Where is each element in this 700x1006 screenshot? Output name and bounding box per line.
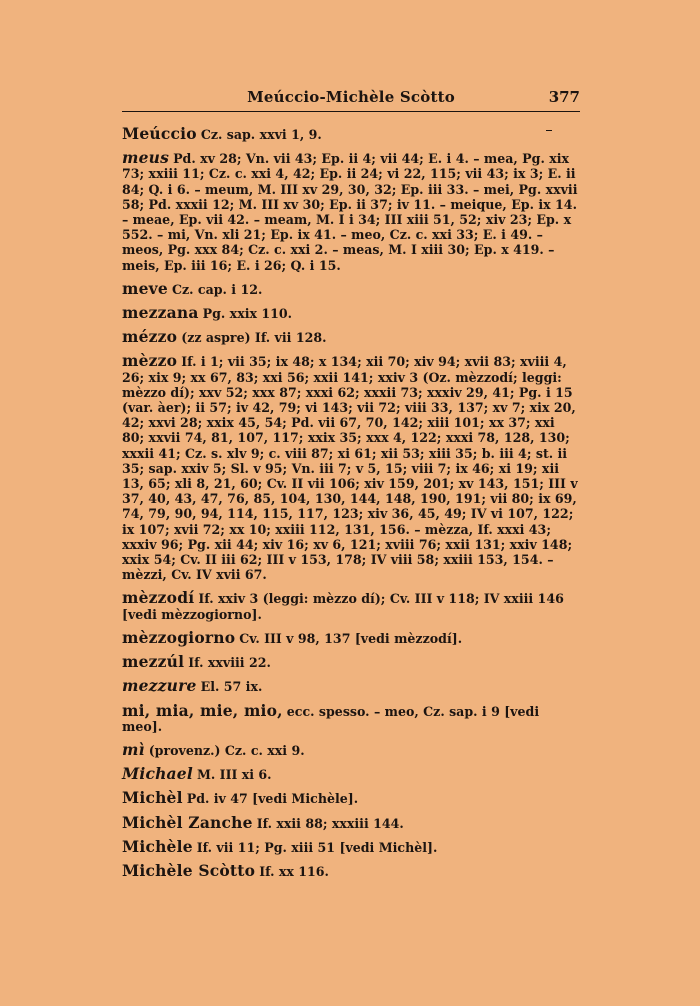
entry-text: M. III xi 6. bbox=[196, 767, 272, 783]
entry-text: If. i 1; vii 35; ix 48; x 134; xii 70; xiv 94; xvii 83; xviii 4, 26; xix 9; xx 67, 83; xxi 56; xxii 141; xxiv 3 (Oz. mèzzodí; leggi: mèzzo dí); xxv 52; xxx 87; xxxi 62; xxxii 73; xxxiv 29, 41; Pg. i 15 (var. àer); ii 57; iv 42, 79; vi 143; vii 72; viii 33, 137; xv 7; xix 20, 42; xxvi 28; xxix 45, 54; Pd. vii 67, 70, 142; xiii 101; xx 37; xxi 80; xxvii 74, 81, 107, 117; xxix 35; xxx 4, 122; xxxi 78, 128, 130; xxxii 41; Cz. s. xlv 9; c. viii 87; xi 61; xii 53; xiii 35; b. iii 4; st. ii 35; sap. xxiv 5; Sl. v 95; Vn. iii 7; v 5, 15; viii 7; ix 46; xi 19; xii 13, 65; xli 8, 21, 60; Cv. II vii 106; xiv 159, 201; xv 143, 151; III v 37, 40, 43, 47, 76, 85, 104, 130, 144, 148, 190, 191; vii 80; ix 69, 74, 79, 90, 94, 114, 115, 117, 123; xiv 36, 45, 49; IV vi 107, 122; ix 107; xvii 72; xx 10; xxiii 112, 131, 156. – mèzza, If. xxxi 43; xxxiv 96; Pg. xii 44; xiv 16; xv 6, 121; xviii 76; xxii 131; xxiv 148; xxix 54; Cv. II iii 62; III v 153, 178; IV viii 58; xxiii 153, 154. – mèzzi, Cv. IV xvii 67. bbox=[122, 354, 578, 583]
headword: mezzure bbox=[122, 676, 197, 696]
entry-text: (provenz.) Cz. c. xxi 9. bbox=[148, 742, 305, 758]
entry-text: ecc. spesso. – meo, Cz. sap. i 9 [vedi meo]. bbox=[122, 703, 540, 734]
page-number: 377 bbox=[548, 88, 580, 106]
headword: Meúccio bbox=[122, 124, 197, 143]
entry-mezzo-aspre bbox=[122, 329, 580, 345]
entry-meve bbox=[122, 278, 580, 298]
entry-michel bbox=[122, 790, 580, 806]
headword: mezzana bbox=[122, 303, 199, 323]
entry-michel-zanche bbox=[122, 812, 580, 832]
entry-text: Pd. xv 28; Vn. vii 43; Ep. ii 4; vii 44; E. i 4. – mea, Pg. xix 73; xxiii 11; Cz. c. xxi 4, 42; Ep. ii 24; vi 22, 115; vii 43; ix 3; E. ii 84; Q. i 6. – meum, M. III xv 29, 30, 32; Ep. iii 33. – mei, Pg. xxvii 58; Pd. xxxii 12; M. III xv 30; Ep. ii 37; iv 11. – meique, Ep. ix 14. – meae, Ep. vii 42. – meam, M. I i 34; III xiii 51, 52; xiv 23; Ep. x 552. – mi, Vn. xli 21; Ep. ix 41. – meo, Cz. c. xxi 33; E. i 49. – meos, Pg. xxx 84; Cz. c. xxi 2. – meas, M. I xiii 30; Ep. x 419. – meis, Ep. iii 16; E. i 26; Q. i 15. bbox=[122, 151, 578, 273]
entry-michele bbox=[122, 836, 580, 856]
entry-meus bbox=[122, 150, 580, 273]
entry-mezzure bbox=[122, 678, 580, 694]
header-rule bbox=[122, 111, 580, 112]
headword: Michael bbox=[122, 764, 193, 784]
entry-mezzul bbox=[122, 654, 580, 670]
entry-text: If. vii 11; Pg. xiii 51 [vedi Michèl]. bbox=[196, 839, 438, 855]
entry-meuccio bbox=[122, 126, 580, 142]
entry-text: El. 57 ix. bbox=[200, 679, 263, 695]
headword: mì bbox=[122, 739, 145, 759]
headword: mèzzodí bbox=[122, 588, 195, 608]
entry-text: Pg. xxix 110. bbox=[202, 306, 293, 322]
entry-mi-mia bbox=[122, 700, 580, 734]
entry-text: Cz. sap. xxvi 1, 9. bbox=[200, 127, 322, 142]
entry-mezzo bbox=[122, 353, 580, 582]
entry-text: If. xxviii 22. bbox=[188, 655, 271, 671]
entry-text: Pd. iv 47 [vedi Michèle]. bbox=[186, 791, 359, 807]
headword: Michèl Zanche bbox=[122, 812, 253, 832]
entry-text: (zz aspre) If. vii 128. bbox=[181, 330, 327, 346]
headword: mézzo bbox=[122, 327, 178, 347]
entry-text: If. xx 116. bbox=[259, 863, 329, 879]
headword: Michèle Scòtto bbox=[122, 860, 256, 880]
headword: Michèle bbox=[122, 836, 193, 856]
running-header bbox=[122, 88, 580, 110]
headword: mèzzogiorno bbox=[122, 627, 236, 647]
running-title: Meúccio-Michèle Scòtto bbox=[247, 88, 455, 106]
entry-text: If. xxii 88; xxxiii 144. bbox=[256, 815, 404, 831]
headword: mezzúl bbox=[122, 652, 185, 672]
entry-list bbox=[122, 126, 580, 887]
headword: mi, mia, mie, mio, bbox=[122, 700, 283, 720]
entry-mezzogiorno bbox=[122, 627, 580, 647]
entry-text: Cv. III v 98, 137 [vedi mèzzodí]. bbox=[239, 630, 463, 646]
headword: meve bbox=[122, 278, 168, 298]
headword: mèzzo bbox=[122, 351, 178, 371]
entry-mi-provenz bbox=[122, 739, 580, 759]
entry-text: Cz. cap. i 12. bbox=[171, 281, 263, 297]
entry-michele-scotto bbox=[122, 860, 580, 880]
headword: meus bbox=[122, 148, 170, 168]
headword: Michèl bbox=[122, 788, 183, 808]
entry-michael bbox=[122, 766, 580, 782]
entry-text: If. xxiv 3 (leggi: mèzzo dí); Cv. III v 118; IV xxiii 146 [vedi mèzzogiorno]. bbox=[122, 591, 564, 622]
entry-mezzana bbox=[122, 305, 580, 321]
entry-mezzodi bbox=[122, 590, 580, 621]
